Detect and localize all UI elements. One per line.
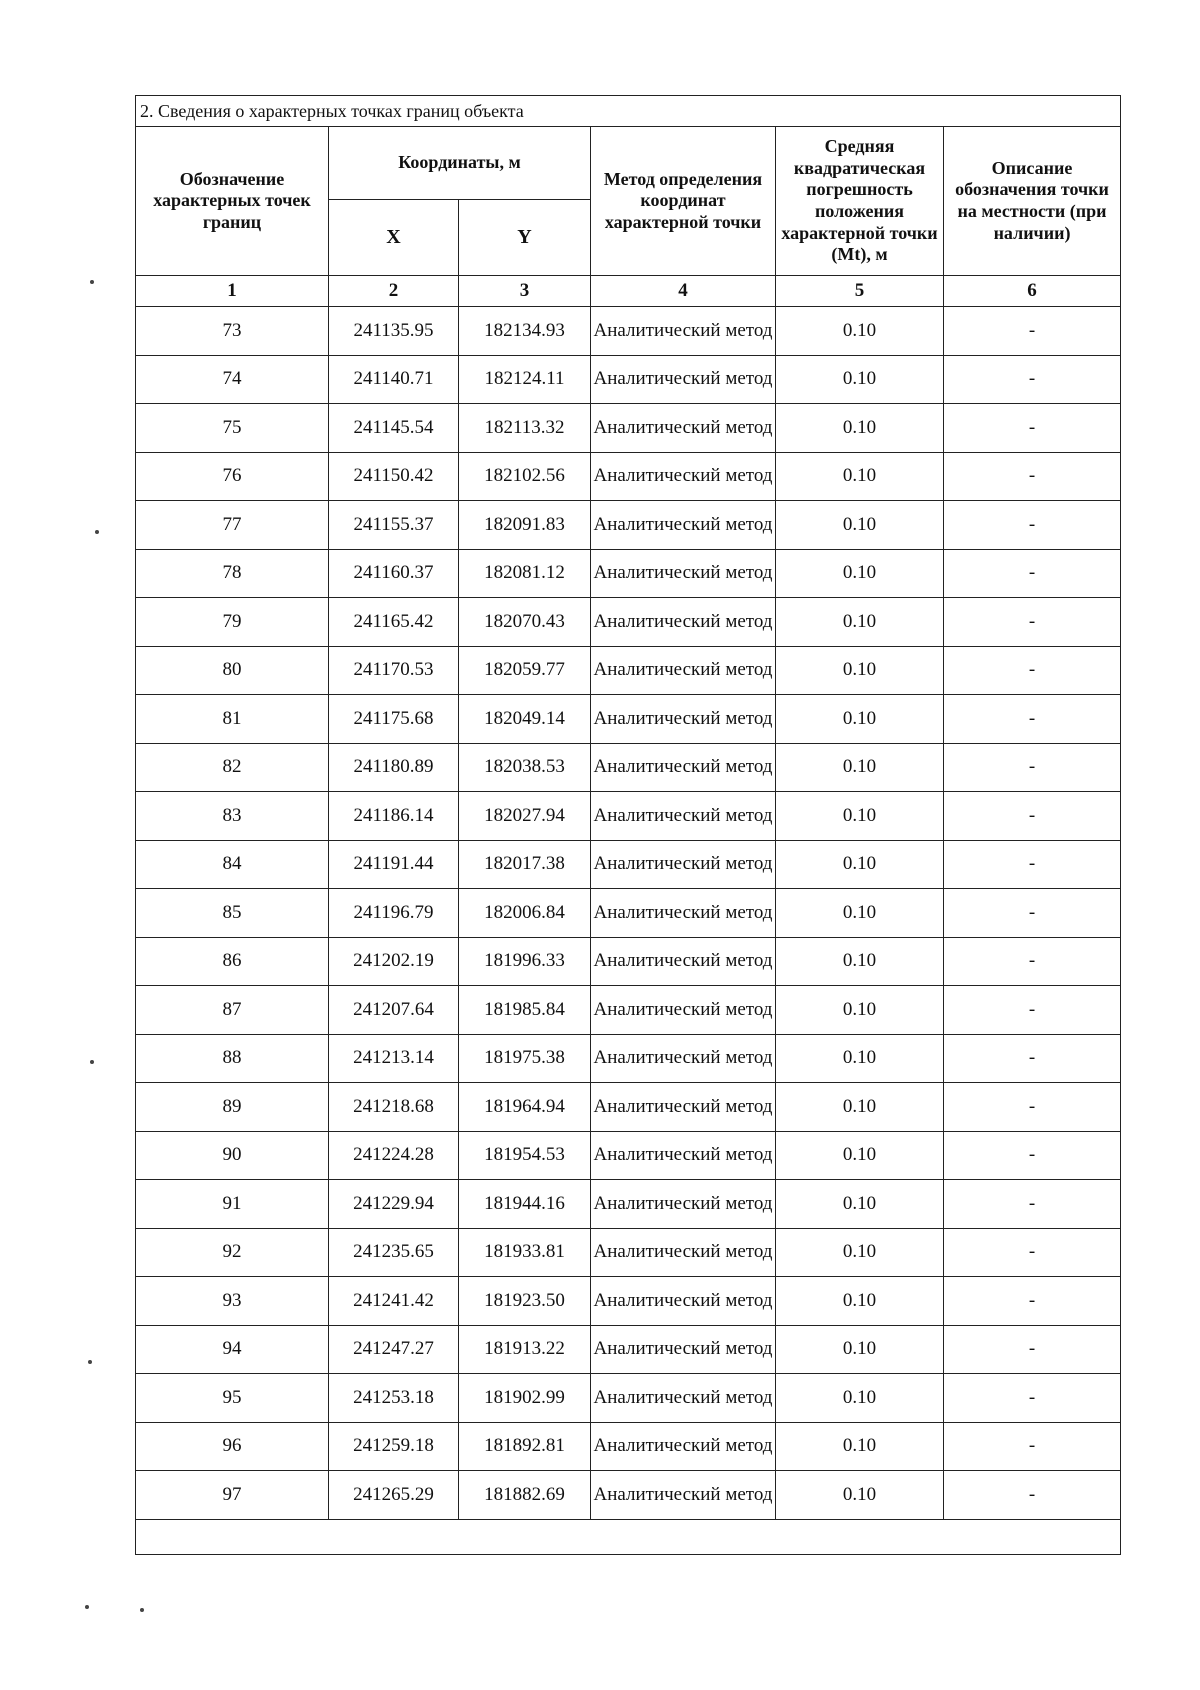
x-coordinate-cell: 241235.65 — [329, 1228, 459, 1277]
description-cell: - — [944, 889, 1121, 938]
error-cell: 0.10 — [776, 1228, 944, 1277]
x-coordinate-cell: 241265.29 — [329, 1471, 459, 1520]
error-cell: 0.10 — [776, 986, 944, 1035]
x-coordinate-cell: 241207.64 — [329, 986, 459, 1035]
y-coordinate-cell: 181923.50 — [459, 1277, 591, 1326]
method-cell: Аналитический метод — [591, 1083, 776, 1132]
column-number: 6 — [944, 276, 1121, 307]
table-row — [136, 598, 1121, 647]
y-coordinate-cell: 181902.99 — [459, 1374, 591, 1423]
error-cell: 0.10 — [776, 598, 944, 647]
error-cell: 0.10 — [776, 1374, 944, 1423]
point-cell: 82 — [136, 743, 329, 792]
point-cell: 78 — [136, 549, 329, 598]
point-cell: 74 — [136, 355, 329, 404]
description-cell: - — [944, 1131, 1121, 1180]
x-coordinate-cell: 241160.37 — [329, 549, 459, 598]
x-coordinate-cell: 241140.71 — [329, 355, 459, 404]
scan-speck — [90, 280, 94, 284]
x-coordinate-cell: 241213.14 — [329, 1034, 459, 1083]
description-cell: - — [944, 355, 1121, 404]
table-row — [136, 355, 1121, 404]
y-coordinate-cell: 182070.43 — [459, 598, 591, 647]
x-coordinate-cell: 241229.94 — [329, 1180, 459, 1229]
point-cell: 90 — [136, 1131, 329, 1180]
method-cell: Аналитический метод — [591, 549, 776, 598]
error-cell: 0.10 — [776, 646, 944, 695]
method-cell: Аналитический метод — [591, 1374, 776, 1423]
y-coordinate-cell: 182091.83 — [459, 501, 591, 550]
x-coordinate-cell: 241186.14 — [329, 792, 459, 841]
method-cell: Аналитический метод — [591, 1180, 776, 1229]
x-coordinate-cell: 241170.53 — [329, 646, 459, 695]
point-cell: 86 — [136, 937, 329, 986]
method-cell: Аналитический метод — [591, 792, 776, 841]
description-cell: - — [944, 549, 1121, 598]
description-cell: - — [944, 1228, 1121, 1277]
error-cell: 0.10 — [776, 404, 944, 453]
scan-speck — [85, 1605, 89, 1609]
description-cell: - — [944, 1325, 1121, 1374]
y-coordinate-cell: 181954.53 — [459, 1131, 591, 1180]
point-cell: 73 — [136, 307, 329, 356]
point-cell: 92 — [136, 1228, 329, 1277]
y-coordinate-cell: 181985.84 — [459, 986, 591, 1035]
description-cell: - — [944, 1422, 1121, 1471]
table-row — [136, 695, 1121, 744]
description-cell: - — [944, 937, 1121, 986]
section-title: 2. Сведения о характерных точках границ объекта — [136, 96, 1121, 127]
y-coordinate-cell: 182113.32 — [459, 404, 591, 453]
scan-speck — [95, 530, 99, 534]
table-row — [136, 646, 1121, 695]
x-coordinate-cell: 241259.18 — [329, 1422, 459, 1471]
point-cell: 96 — [136, 1422, 329, 1471]
error-cell: 0.10 — [776, 1180, 944, 1229]
description-cell: - — [944, 1374, 1121, 1423]
table-row — [136, 1422, 1121, 1471]
table-row — [136, 1180, 1121, 1229]
description-cell: - — [944, 598, 1121, 647]
method-cell: Аналитический метод — [591, 937, 776, 986]
empty-footer-cell — [136, 1519, 1121, 1554]
method-cell: Аналитический метод — [591, 646, 776, 695]
scan-speck — [90, 1060, 94, 1064]
header-method: Метод определения координат характерной точки — [591, 127, 776, 276]
point-cell: 87 — [136, 986, 329, 1035]
x-coordinate-cell: 241253.18 — [329, 1374, 459, 1423]
y-coordinate-cell: 181892.81 — [459, 1422, 591, 1471]
point-cell: 88 — [136, 1034, 329, 1083]
description-cell: - — [944, 986, 1121, 1035]
point-cell: 85 — [136, 889, 329, 938]
point-cell: 91 — [136, 1180, 329, 1229]
description-cell: - — [944, 1034, 1121, 1083]
x-coordinate-cell: 241196.79 — [329, 889, 459, 938]
column-number: 3 — [459, 276, 591, 307]
table-row — [136, 307, 1121, 356]
table-footer-row — [136, 1519, 1121, 1554]
description-cell: - — [944, 792, 1121, 841]
scan-speck — [88, 1360, 92, 1364]
x-coordinate-cell: 241155.37 — [329, 501, 459, 550]
point-cell: 84 — [136, 840, 329, 889]
header-x: X — [329, 200, 459, 276]
point-cell: 89 — [136, 1083, 329, 1132]
method-cell: Аналитический метод — [591, 1422, 776, 1471]
scan-speck — [140, 1608, 144, 1612]
x-coordinate-cell: 241165.42 — [329, 598, 459, 647]
table-row — [136, 1034, 1121, 1083]
x-coordinate-cell: 241150.42 — [329, 452, 459, 501]
table-row — [136, 792, 1121, 841]
table-row — [136, 1374, 1121, 1423]
point-cell: 95 — [136, 1374, 329, 1423]
description-cell: - — [944, 695, 1121, 744]
method-cell: Аналитический метод — [591, 452, 776, 501]
x-coordinate-cell: 241175.68 — [329, 695, 459, 744]
table-row — [136, 889, 1121, 938]
table-row — [136, 840, 1121, 889]
error-cell: 0.10 — [776, 1471, 944, 1520]
boundary-points-table — [135, 95, 1121, 1555]
description-cell: - — [944, 452, 1121, 501]
method-cell: Аналитический метод — [591, 1034, 776, 1083]
table-row — [136, 1325, 1121, 1374]
description-cell: - — [944, 1471, 1121, 1520]
column-number: 5 — [776, 276, 944, 307]
error-cell: 0.10 — [776, 889, 944, 938]
y-coordinate-cell: 181913.22 — [459, 1325, 591, 1374]
error-cell: 0.10 — [776, 1422, 944, 1471]
method-cell: Аналитический метод — [591, 986, 776, 1035]
column-number-row — [136, 276, 1121, 307]
y-coordinate-cell: 181975.38 — [459, 1034, 591, 1083]
column-number: 2 — [329, 276, 459, 307]
header-point: Обозначение характерных точек границ — [136, 127, 329, 276]
method-cell: Аналитический метод — [591, 840, 776, 889]
table-row — [136, 452, 1121, 501]
x-coordinate-cell: 241247.27 — [329, 1325, 459, 1374]
column-number: 4 — [591, 276, 776, 307]
table-row — [136, 501, 1121, 550]
error-cell: 0.10 — [776, 937, 944, 986]
error-cell: 0.10 — [776, 695, 944, 744]
method-cell: Аналитический метод — [591, 1325, 776, 1374]
error-cell: 0.10 — [776, 355, 944, 404]
x-coordinate-cell: 241241.42 — [329, 1277, 459, 1326]
header-description: Описание обозначения точки на местности (при наличии) — [944, 127, 1121, 276]
column-number: 1 — [136, 276, 329, 307]
table-row — [136, 549, 1121, 598]
method-cell: Аналитический метод — [591, 355, 776, 404]
point-cell: 80 — [136, 646, 329, 695]
description-cell: - — [944, 840, 1121, 889]
method-cell: Аналитический метод — [591, 695, 776, 744]
y-coordinate-cell: 181996.33 — [459, 937, 591, 986]
error-cell: 0.10 — [776, 501, 944, 550]
y-coordinate-cell: 182059.77 — [459, 646, 591, 695]
point-cell: 97 — [136, 1471, 329, 1520]
y-coordinate-cell: 182038.53 — [459, 743, 591, 792]
y-coordinate-cell: 181964.94 — [459, 1083, 591, 1132]
table-row — [136, 986, 1121, 1035]
x-coordinate-cell: 241218.68 — [329, 1083, 459, 1132]
method-cell: Аналитический метод — [591, 889, 776, 938]
error-cell: 0.10 — [776, 1131, 944, 1180]
y-coordinate-cell: 182017.38 — [459, 840, 591, 889]
y-coordinate-cell: 181882.69 — [459, 1471, 591, 1520]
header-y: Y — [459, 200, 591, 276]
y-coordinate-cell: 181944.16 — [459, 1180, 591, 1229]
error-cell: 0.10 — [776, 549, 944, 598]
description-cell: - — [944, 307, 1121, 356]
error-cell: 0.10 — [776, 1083, 944, 1132]
description-cell: - — [944, 404, 1121, 453]
error-cell: 0.10 — [776, 1277, 944, 1326]
method-cell: Аналитический метод — [591, 743, 776, 792]
point-cell: 93 — [136, 1277, 329, 1326]
point-cell: 77 — [136, 501, 329, 550]
point-cell: 81 — [136, 695, 329, 744]
header-coordinates: Координаты, м — [329, 127, 591, 200]
x-coordinate-cell: 241202.19 — [329, 937, 459, 986]
method-cell: Аналитический метод — [591, 1471, 776, 1520]
y-coordinate-cell: 182049.14 — [459, 695, 591, 744]
y-coordinate-cell: 182027.94 — [459, 792, 591, 841]
table-row — [136, 1228, 1121, 1277]
y-coordinate-cell: 182124.11 — [459, 355, 591, 404]
x-coordinate-cell: 241145.54 — [329, 404, 459, 453]
table-row — [136, 1471, 1121, 1520]
table-row — [136, 937, 1121, 986]
description-cell: - — [944, 646, 1121, 695]
method-cell: Аналитический метод — [591, 501, 776, 550]
x-coordinate-cell: 241135.95 — [329, 307, 459, 356]
table-row — [136, 1277, 1121, 1326]
error-cell: 0.10 — [776, 1325, 944, 1374]
method-cell: Аналитический метод — [591, 1277, 776, 1326]
y-coordinate-cell: 182134.93 — [459, 307, 591, 356]
table-row — [136, 1131, 1121, 1180]
table-row — [136, 404, 1121, 453]
y-coordinate-cell: 182102.56 — [459, 452, 591, 501]
error-cell: 0.10 — [776, 840, 944, 889]
y-coordinate-cell: 181933.81 — [459, 1228, 591, 1277]
point-cell: 94 — [136, 1325, 329, 1374]
table-row — [136, 1083, 1121, 1132]
y-coordinate-cell: 182006.84 — [459, 889, 591, 938]
description-cell: - — [944, 501, 1121, 550]
x-coordinate-cell: 241224.28 — [329, 1131, 459, 1180]
x-coordinate-cell: 241180.89 — [329, 743, 459, 792]
table-row — [136, 743, 1121, 792]
x-coordinate-cell: 241191.44 — [329, 840, 459, 889]
method-cell: Аналитический метод — [591, 1131, 776, 1180]
point-cell: 76 — [136, 452, 329, 501]
point-cell: 79 — [136, 598, 329, 647]
boundary-points-document — [135, 95, 1120, 1555]
method-cell: Аналитический метод — [591, 1228, 776, 1277]
error-cell: 0.10 — [776, 452, 944, 501]
description-cell: - — [944, 1180, 1121, 1229]
point-cell: 83 — [136, 792, 329, 841]
error-cell: 0.10 — [776, 743, 944, 792]
method-cell: Аналитический метод — [591, 404, 776, 453]
point-cell: 75 — [136, 404, 329, 453]
error-cell: 0.10 — [776, 307, 944, 356]
description-cell: - — [944, 743, 1121, 792]
error-cell: 0.10 — [776, 1034, 944, 1083]
header-error: Средняя квадратическая погрешность положения характерной точки (Mt), м — [776, 127, 944, 276]
description-cell: - — [944, 1277, 1121, 1326]
method-cell: Аналитический метод — [591, 598, 776, 647]
description-cell: - — [944, 1083, 1121, 1132]
y-coordinate-cell: 182081.12 — [459, 549, 591, 598]
method-cell: Аналитический метод — [591, 307, 776, 356]
error-cell: 0.10 — [776, 792, 944, 841]
